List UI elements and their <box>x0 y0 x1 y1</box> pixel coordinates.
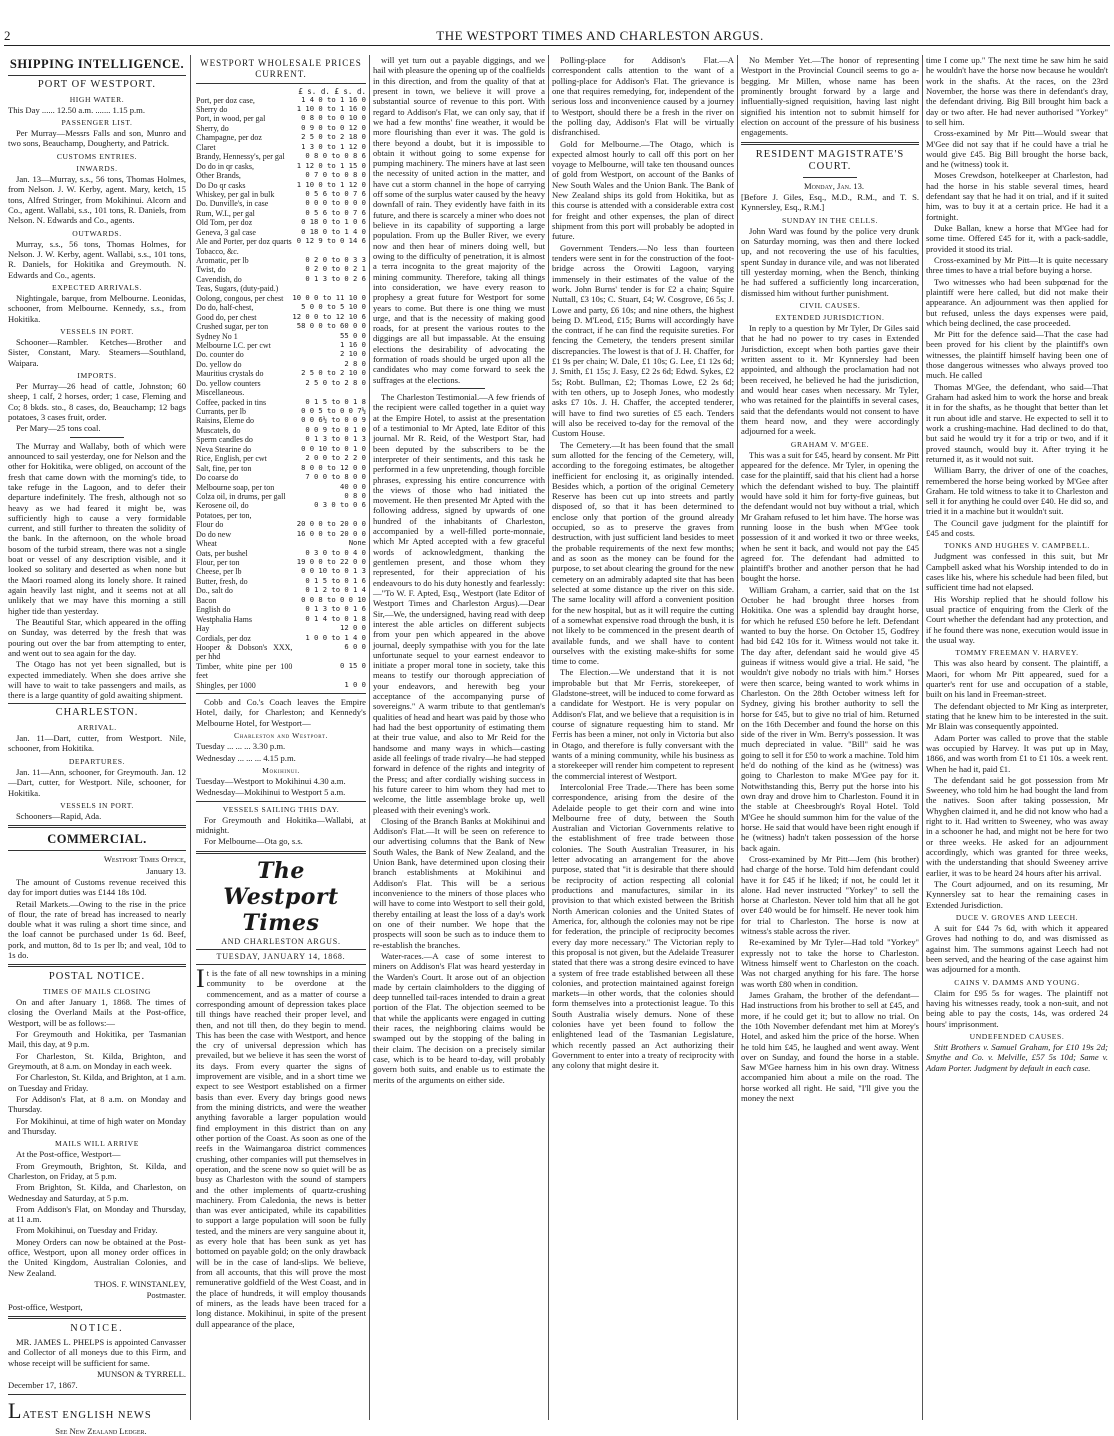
price-value: 5 0 0 to 5 10 0 <box>301 302 366 312</box>
price-value: 0 1 5 to 0 1 6 <box>305 575 366 585</box>
arrive-line: From Mokihinui, on Tuesday and Friday. <box>16 1225 158 1236</box>
price-item: Rice, English, per cwt <box>196 454 267 464</box>
masthead-title: THE WESTPORT TIMES AND CHARLESTON ARGUS. <box>436 28 764 43</box>
coach-time: Tuesday ... ... ... 3.30 p.m. <box>196 741 286 752</box>
price-item: Potatoes, per ton, <box>196 510 252 520</box>
column-rule <box>190 55 191 1420</box>
price-value: 6 0 0 <box>344 641 366 651</box>
rule <box>8 850 186 851</box>
masthead-rule <box>4 45 1110 46</box>
court-paragraph: William Barry, the driver of one of the coaches, remembered the horse being worked by M'Gee after Graham. He told witness to take it to Charleston and sell it for anything he could over £40. He did so, and tried it in a machine but it wouldn't suit. <box>926 465 1108 517</box>
price-row <box>196 681 366 690</box>
price-value: 0 0 8 to 0 0 10 <box>301 594 366 604</box>
court-paragraph: William Graham, a carrier, said that on the 1st October he had brought three horses from Hokitika. One was a splendid bay draught horse, for which he refused £50 before he left. Defendant wanted to buy the horse. On October 15, Godfrey had bid £42 10s for it. Witness would not take it. The day after, defendant said he would give 45 guineas if witness would give a trial. He said, "he wouldn't give nobody no trials with him." Horses were then scarce, being wanted to work whims in Charleston. On the 28th October witness left for Sydney, giving his brother authority to sell the horse for £45, but to give no trial of him. Returned on the 16th December and found the horse on this side of the river in Wm. Berry's possession. It was much depreciated in value. "Bill" said he was going to sell it for £50 to work a machine. Told him he'd do nothing of the kind as he (witness) was going to Charleston to make M'Gee pay for it. Notwithstanding this, Berry put the horse into his own dray and drove him to Charleston. Found it in the stable at Cheesbrough's Royal Hotel. Told M'Gee he should summon him for the value of the horse. He said that would have been right enough if he (witness) hadn't taken possession of the horse back again. <box>741 584 919 853</box>
cells-text: John Ward was found by the police very drunk on Saturday morning, was then and there locked up, and not recovering the use of his faculties, spent Sunday in durance vile, and was not liberated till yesterday morning, when the Bench, thinking he had suffered a sufficiently long incarceration, dismissed him without further punishment. <box>741 225 919 298</box>
price-item: Oats, per bushel <box>196 548 248 558</box>
price-value: 0 9 0 to 0 12 0 <box>301 122 366 132</box>
price-item: Coffee, packed in tins <box>196 397 267 407</box>
page-number: 2 <box>4 28 11 43</box>
price-value: 0 1 4 to 0 1 8 <box>305 613 366 623</box>
price-value: 0 2 0 to 0 3 3 <box>305 255 366 265</box>
rule <box>433 388 485 389</box>
departures-heading: DEPARTURES. <box>68 756 126 766</box>
price-value: 1 4 0 to 1 16 0 <box>301 94 366 104</box>
court-paragraph: The defendant objected to Mr King as interpreter, stating that he knew him to be interested in the suit. Mr Blain was consequently appointed. <box>926 700 1108 732</box>
price-row <box>196 237 366 246</box>
commercial-text: The amount of Customs revenue received this day for import duties was £144 18s 10d. <box>8 876 186 898</box>
price-value: 0 1 2 to 0 1 4 <box>305 585 366 595</box>
column-6 <box>926 55 1108 1422</box>
price-value: 1 3 0 to 1 12 0 <box>301 141 366 151</box>
price-value: 0 8 0 to 0 8 6 <box>305 151 366 161</box>
column-rule <box>922 55 923 1420</box>
price-value: 0 0 10 to 0 1 0 <box>301 443 366 453</box>
rule <box>8 825 186 828</box>
postal-line: For Mokihinui, at time of high water on Monday and Thursday. <box>8 1115 186 1136</box>
postal-heading: POSTAL NOTICE. <box>48 971 146 983</box>
arrive-line: From Brighton, St. Kilda, and Charleston, on Wednesday and Saturday, at 5 p.m. <box>8 1182 186 1203</box>
arrive-line: From Greymouth, Brighton, St. Kilda, and Charleston, on Friday, at 5 p.m. <box>8 1160 186 1181</box>
price-value: 0 0 6½ to 0 0 9 <box>301 415 366 425</box>
court-paragraph: James Graham, the brother of the defendant—Had instructions from his brother to sell at £45, and more, if he could get it; but to allow no trial. On the 10th November defendant met him at Morey's Hotel, and asked him the price of the horse. When he told him £45, he laughed and went away. Went over on Sunday, and found the horse in a stable. Saw M'Gee harness him in his own dray. Witness accompanied him about a mile on the road. The horse worked all right. He said, "I'll give you the money the next <box>741 989 919 1104</box>
water-races-paragraph: Water-races.—A case of some interest to miners on Addison's Flat was heard yesterday in the Warden's Court. It arose out of an objection made by certain claimholders to the digging of deep tunnelled tail-races intended to drain a great portion of the Flat. The objection seemed to be that while the applicants were engaged in cutting their races, the neighboring claims would be swamped out by the stopping of the baling in their claim. The decision on a precisely similar case, which is to be heard to-day, will probably govern both suits, and enable us to estimate the merits of the arguments on either side. <box>373 950 545 1085</box>
postmaster-signature: THOS. F. WINSTANLEY, <box>94 1279 186 1290</box>
rule <box>741 142 919 145</box>
expected-heading: EXPECTED ARRIVALS. <box>52 282 142 292</box>
price-item: Do do new <box>196 529 232 539</box>
commercial-office: Westport Times Office, <box>103 854 186 865</box>
price-value: 20 0 0 to 20 0 0 <box>296 519 366 529</box>
leader-paragraph: It is the fate of all new townships in a mining community to be overdone at the commencement, and as a matter of course a corresponding amount of depression takes place till things have reached their proper level, and then, and not till then, do they begin to mend. This has been the case with Westport, and hence the cry of universal depression which has prevailed, but we believe it has seen the worst of its days. From every quarter the signs of improvement are visible, and in a short time we expect to see Westport established on a firmer basis than ever. Every day brings good news from the mining districts, and were the weather anything favorable a larger population would find employment in this district than on any other portion of the Coast. As soon as one of the reefs in the Waimangaroa district commences crushing, other companies will put themselves in operation, and the scene now so quiet will be as busy as Charleston with the sound of stampers and the other implements of quartz-crushing machinery. From Caledonia, the news is better than was ever anticipated, while its capabilities to support a large population will soon be fully tested, and the miners are very sanguine about it, as every hole that has been sunk as yet has bottomed on payable gold; on the only drawback will be in the case of land-slips. We believe, from all accounts, that this will prove the most remunerative goldfield of the West Coast, and in the place of hundreds, it will employ thousands of miners, as the leads have been traced for a long distance. Mokihinui, in spite of the present dull appearance of the place, <box>196 963 366 1329</box>
court-paragraph: Cross-examined by Mr Pitt—Jem (his brother) had charge of the horse. Told him defendant could have it for £45 if he liked; if not, he could let it alone. Had never instructed "Yorkey" to sell the horse at Charleston. Never told him that all he got over £40 would be for himself. He never took him for trial to Charleston. The horse is now at witness's stable across the river. <box>741 853 919 937</box>
price-item: Hay <box>196 624 210 634</box>
price-item: Tobacco, &c. <box>196 246 239 256</box>
price-value: 0 0 10 to 0 1 3 <box>301 566 366 576</box>
inwards-heading: INWARDS. <box>76 163 118 173</box>
customs-heading: CUSTOMS ENTRIES. <box>56 151 138 161</box>
case-heading: CAINS V. DAMMS AND YOUNG. <box>954 977 1080 987</box>
price-value: 1 0 0 <box>344 679 366 689</box>
price-row <box>196 379 366 388</box>
postal-intro: On and after January 1, 1868. The times of closing the Overland Mails at the Post-office, Westport, will be as follows:— <box>8 997 186 1028</box>
price-value: 7 0 0 to 8 0 0 <box>305 472 366 482</box>
price-item: Colza oil, in drums, per gall <box>196 491 286 501</box>
charleston-heading: CHARLESTON. <box>55 707 139 719</box>
price-item: Brandy, Hennessy's, per gal <box>196 152 285 162</box>
price-item: Flour do <box>196 520 224 530</box>
column-4 <box>552 55 734 1422</box>
price-item: Do., salt do <box>196 586 233 596</box>
price-item: Do. yellow do <box>196 359 242 369</box>
price-row <box>196 350 366 359</box>
price-item: Do Do qr casks <box>196 180 246 190</box>
postal-line: For Addison's Flat, at 8 a.m. on Monday and Thursday. <box>8 1093 186 1115</box>
price-row <box>196 501 366 510</box>
price-item: Westphalia Hams <box>196 614 253 624</box>
price-value: 0 5 6 to 0 7 6 <box>305 188 366 198</box>
vessels-sailing-line: For Greymouth and Hokitika—Wallabi, at midnight. <box>196 814 366 835</box>
price-value: 0 1 3 to 0 1 6 <box>305 604 366 614</box>
case-heading: UNDEFENDED CAUSES. <box>969 1031 1065 1041</box>
price-item: Kerosene oil, do <box>196 501 249 511</box>
court-paragraph: Two witnesses who had been subpœnad for the plaintiff were here called, but did not make their appearance. An adjournment was then applied for but refused, unless the days expenses were paid, which being declined, the case proceeded. <box>926 276 1108 328</box>
price-table <box>196 96 366 691</box>
price-item: Timber, white pine per 100 feet <box>196 661 293 681</box>
price-row <box>196 643 366 662</box>
news-paragraph: Intercolonial Free Trade.—There has been some correspondence, arising from the desire of the Adelaide people to get their corn and wine into Melbourne free of duty, between the South Australian and Victorian Governments relative to the establishment of free trade between those colonies. The South Australian Treasurer, in his letter advocating an arrangement for the above purpose, stated that "it is desirable that there should be reciprocity of action respecting all colonial productions and manufactures, similar in its provision to that which existed between the British North American colonies and the United States of America, for, although the colonies may not be ripe for federation, the principle of reciprocity becomes every day more necessary." The Victorian reply to this proposal is not given, but the Adelaide Treasurer stated that there was a strong desire evinced to have a system of free trade established between all these colonies, and protection maintained against foreign markets—in other words, that the colonies should form themselves into a protectionist league. To this South Australia wisely demurs. None of these colonies have yet been found to follow the enlightened lead of the Tasmanian Legislature, which recently passed an Act authorizing their Government to enter into a treaty of reciprocity with any colony that might desire it. <box>552 781 734 1071</box>
price-item: Old Tom, per doz <box>196 218 253 228</box>
passenger-text: Per Murray—Messrs Falls and son, Munro and two sons, Beauchamp, Dougherty, and Patrick. <box>8 128 186 149</box>
banks-paragraph: Closing of the Branch Banks at Mokihinui and Addison's Flat.—It will be seen on reference to our advertising columns that the Bank of New South Wales, the Bank of New Zealand, and the Union Bank, have determined upon closing their branch establishments at Mokihinui and Addison's Flat. This will be a serious inconvenience to the miners of those places who will have to come into Westport to sell their gold, thereby entailing at least the loss of a day's work on one of their number. We hope that the prospects will soon be such as to induce them to re-establish the branches. <box>373 815 545 950</box>
issue-date: TUESDAY, JANUARY 14, 1868. <box>196 949 366 965</box>
court-heading: RESIDENT MAGISTRATE'S COURT. <box>755 148 905 173</box>
price-value: 1 0 0 to 1 4 0 <box>305 632 366 642</box>
price-item: Aromatic, per lb <box>196 256 249 266</box>
latest-news-title: ATEST ENGLISH NEWS <box>22 1409 152 1421</box>
coach-time: Wednesday—Mokihinui to Westport 5 a.m. <box>196 787 346 798</box>
latest-news-heading <box>8 1398 186 1424</box>
price-item: Teas, Sugars, (duty-paid.) <box>196 284 279 294</box>
price-item: Cheese, per lb <box>196 567 242 577</box>
price-item: Do. yellow counters <box>196 378 261 388</box>
money-orders-text: Money Orders can now be obtained at the Post-office, Westport, upon all money order offices in the United Kingdom, Australian Colonies, and New Zealand. <box>8 1236 186 1278</box>
price-item: Rum, W.I., per gal <box>196 208 255 218</box>
price-value: 2 10 0 <box>340 349 366 359</box>
price-value: 0 15 0 <box>340 660 366 670</box>
price-value: 2 5 0 to 2 18 0 <box>301 132 366 142</box>
rule <box>196 851 366 854</box>
price-value: 0 3 0 to 0 6 <box>314 500 366 510</box>
case-heading: GRAHAM V. M'GEE. <box>790 439 870 449</box>
vessels-sailing-line: For Melbourne—Ota go, s.s. <box>204 836 303 847</box>
commercial-date: January 13. <box>146 865 186 876</box>
outwards-heading: OUTWARDS. <box>72 228 122 238</box>
rule <box>70 437 123 438</box>
postal-line: For Greymouth and Hokitika, per Tasmanian Mail, this day, at 9 p.m. <box>8 1029 186 1050</box>
shipping-paragraph: The Otago has not yet been signalled, but is expected immediately. When she does arrive she will have to wait to take passengers and mails, as there is a large quantity of gold awaiting shipment. <box>8 659 186 701</box>
price-value: 1 12 0 to 1 15 0 <box>296 160 366 170</box>
cells-heading: SUNDAY IN THE CELLS. <box>781 215 879 225</box>
price-item: Do. counter do <box>196 350 244 360</box>
price-row <box>196 275 366 284</box>
price-item: Sherry, do <box>196 123 229 133</box>
price-value: 1 16 0 <box>340 339 366 349</box>
news-paragraph: No Member Yet.—The honor of representing Westport in the Provincial Council seems to go a-begging. Mr Millen, whose name has been prominently brought forward by a large and influentially-signed requisition, having last night signified his intention not to submit himself for election on account of the pressure of his business engagements. <box>741 55 919 138</box>
rule <box>8 703 186 704</box>
court-paragraph: The defendant said he got possession from Mr Sweeney, who told him he had bought the land from the natives. Soon after taking possession, Mr Whyghen claimed it, and he did not know who had a right to it. Had written to Sweeney, who was away in a schooner he had, and might not be here for two or three weeks. He asked for an adjournment accordingly, which was granted for three weeks, with the understanding that should Sweeney arrive earlier, it was to be heard 24 hours after his arrival. <box>926 774 1108 878</box>
price-value: 40 0 0 <box>340 481 366 491</box>
price-value: 0 1 3 to 0 1 3 <box>305 434 366 444</box>
price-item: Melbourne I.C. per cwt <box>196 340 271 350</box>
price-value: 0 0 0 to 0 0 0 <box>305 198 366 208</box>
price-value: 0 7 0 to 0 8 0 <box>305 170 366 180</box>
court-paragraph: Duke Ballan, knew a horse that M'Gee had for some time. Offered £45 for it, with a pack-saddle, provided it stood its trial. <box>926 223 1108 254</box>
price-item: Cavendish, do <box>196 274 242 284</box>
price-item: Melbourne soap, per ton <box>196 482 275 492</box>
court-paragraph: Moses Crewdson, hotelkeeper at Charleston, had had the horse in his stable several times, heard defendant say that he had it on trial, and if it suited him, was to buy it at a certain price. He had it a fortnight. <box>926 170 1108 222</box>
price-value: 55 0 0 <box>340 330 366 340</box>
price-value: 0 18 0 to 1 4 0 <box>301 226 366 236</box>
latest-news-initial: L <box>8 1397 23 1423</box>
rule <box>8 1316 186 1319</box>
coach-route: Mokihinui. <box>262 765 300 775</box>
testimonial-paragraph: The Charleston Testimonial.—A few friends of the recipient were called together in a quiet way at the Empire Hotel, to assist at the presentation of a testimonial to Mr Apted, late Editor of this journal. Mr R. Reid, of the Westport Star, had been deputed by the subscribers to be the interpreter of their sentiments, and this task he performed in a few unpretending, though forcible phrases, expressing his entire concurrence with the views of those who had initiated the movement. He then presented Mr Apted with the following address, signed by upwards of one hundred of the inhabitants of Charleston, accompanied by a well-filled porte-monnaie, which Mr Apted accepted with a few graceful words of acknowledgment, thanking the gentlemen present, and those whom they represented, for their appreciation of his endeavours to do his duty honestly and fearlessly:—"To W. F. Apted, Esq., Westport (late Editor of Westport Times and Charleston Argus).—Dear Sir,—We, the undersigned, having read with deep interest the able articles on different subjects from your pen which appeared in the above journal, deeply sympathise with you for the late unfortunate sequel to your earnest endeavor to initiate a proper moral tone in society, take this means to testify our thorough appreciation of your endeavors, and herewith beg your acceptance of the accompanying purse of sovereigns." A warm tribute to that gentleman's qualities of head and heart was paid by those who had had the best opportunity of estimating them at their true value, and also to Mr Reid for the handsome and many ways in which—casting aside all feelings of trade rivalry—he had stepped forward in defence of the rights and integrity of the Press; and after cordially wishing success in his future career to him whom they had met to welcome, the little assemblage broke up, well pleased with their evening's work. <box>373 392 545 815</box>
court-paragraph: time I come up." The next time he saw him he said he wouldn't have the horse now because he wouldn't work in the shafts. At the races, on the 23rd November, the horse was there in defendant's dray, the defendant driving. Big Bill brought him back a day or two after. He had never authorised "Yorkey" to sell him. <box>926 55 1108 127</box>
passenger-heading: PASSENGER LIST. <box>61 118 133 128</box>
price-value: 2 0 0 to 2 2 0 <box>305 453 366 463</box>
news-paragraph: Gold for Melbourne.—The Otago, which is expected almost hourly to call off this port on her voyage to Melbourne, will take ten thousand ounces of gold from Westport, on account of the Banks of New South Wales and the Union Bank. The Bank of New Zealand ships its gold from Hokitika, but as this course is attended with a considerable extra cost for freight and other expenses, the plan of direct shipment from this port will probably be adopted in future. <box>552 138 734 242</box>
news-paragraph: Polling-place for Addison's Flat.—A correspondent calls attention to the want of a polling-place for Addison's Flat. The grievance is one that requires remedying, for, independent of the serious loss and inconvenience caused by a journey to Westport, should there be a fresh in the river on the polling day, Addison's Flat will be virtually disfranchised. <box>552 55 734 138</box>
price-item: Neva Stearine do <box>196 444 252 454</box>
imports-heading: IMPORTS. <box>77 370 117 380</box>
mails-arrive-heading: MAILS WILL ARRIVE <box>54 1139 140 1149</box>
postal-line: For Charleston, St. Kilda, and Brighton, at 1 a.m. on Tuesday and Friday. <box>8 1072 186 1093</box>
price-item: Twist, do <box>196 265 226 275</box>
outwards-text: Murray, s.s., 56 tons, Thomas Holmes, for Nelson. J. W. Kerby, agent. Wallabi, s.s., 101 tons, R. Daniels, for Hokitika and Greymouth. N. Edwards and Co., agents. <box>8 238 186 280</box>
prices-heading: WESTPORT WHOLESALE PRICES CURRENT. <box>200 58 362 79</box>
price-item: Mauritius crystals do <box>196 369 264 379</box>
coach-text: Cobb and Co.'s Coach leaves the Empire Hotel, daily, for Charleston; and Kennedy's Melbourne Hotel, for Westport— <box>196 697 366 728</box>
commercial-heading: COMMERCIAL. <box>47 832 147 847</box>
price-value: 12 0 0 to 12 10 6 <box>292 311 366 321</box>
court-paragraph: Adam Porter was called to prove that the stable was occupied by Harvey. It was put up in May, 1866, and was worth from £1 to £1 10s. a week rent. When he had it, paid £1. <box>926 732 1108 774</box>
price-value: 0 2 0 to 0 2 1 <box>305 264 366 274</box>
notice-date: December 17, 1867. <box>8 1380 78 1391</box>
price-value: 2 8 0 <box>344 358 366 368</box>
price-item: Shingles, per 1000 <box>196 680 256 690</box>
price-item: Muscatels, do <box>196 425 241 435</box>
column-1 <box>8 55 186 1436</box>
leader-paragraph: will yet turn out a payable diggings, and we hail with pleasure the opening up of the coalfields in this direction, and from the quality of that at present in town, we believe it will prove a substantial source of revenue to this port. With regard to Addison's Flat, we can only say, that if we had a few months' fine weather, it would be more flourishing than ever it was. The gold is there beyond a doubt, but it is impossible to obtain it without going to some expense for pumping machinery. The miners have at last seen the necessity of united action in the matter, and have cut a storm channel in the hope of carrying off some of the surplus water caused by the heavy downfall of rain. They evidently have faith in its future, and there is scarcely a miner who does not believe in its capability of supporting a large population. From up the Buller River, we every now and then hear of miners doing well, but owing to the difficulty of penetration, it is almost a terra incognita to the great majority of the mining community. Therefore, taking all things into consideration, we have every reason to prophesy a great future for Westport for some years to come. But there is one thing we must urge, and that is the necessity of making good roads, for at present the various routes to the diggings are all but impassable. At the ensuing elections the desirability of advocating the formation of roads should be urged upon all the candidates who may come forward to seek the suffrages at the elections. <box>373 55 545 385</box>
civil-heading: CIVIL CAUSES. <box>799 300 861 310</box>
latest-news-text: See New Zealand Ledger. <box>55 1425 147 1436</box>
price-item: Flour, per ton <box>196 558 240 568</box>
price-item: English do <box>196 605 231 615</box>
coach-time: Wednesday ... ... ... 4.15 p.m. <box>196 752 296 763</box>
price-item: Salt, fine, per ton <box>196 463 252 473</box>
commercial-text: Retail Markets.—Owing to the rise in the price of flour, the rate of bread has increased to nearly double what it was ruling a short time since, and the loaf cannot be purchased under 1s 6d. Beef, pork, and mutton, 8d to 1s per lb; and veal, 10d to 1s do. <box>8 898 186 961</box>
court-paragraph: Claim for £95 5s for wages. The plaintiff not having his witnesses ready, took a non-suit, and not being able to pay the costs, 14s, was ordered 24 hours' imprisonment. <box>926 987 1108 1029</box>
price-item: Butter, fresh, do <box>196 576 248 586</box>
price-row <box>196 634 366 643</box>
coach-time: Tuesday—Westport to Mokihinui 4.30 a.m. <box>196 775 346 786</box>
court-paragraph: His Worship replied that he should follow his usual practice of enquiring from the Clerk of the Court whether the defendant had any protection, and if he found there was none, execution would issue in the usual way. <box>926 593 1108 645</box>
inwards-text: Jan. 13—Murray, s.s., 56 tons, Thomas Holmes, from Nelson. J. W. Kerby, agent. Mary, ketch, 15 tons, Alfred Stringer, from Mokihinui. Alcorn and Co., agent. Wallabi, s.s., 101 tons, R. Daniels, from Nelson. N. Edwards and Co., agents. <box>8 173 186 226</box>
price-item: Champagne, per doz <box>196 133 262 143</box>
court-paragraph: Thomas M'Gee, the defendant, who said—That Graham had asked him to work the horse and break it in for the shafts, as he thought that better than let it run about idle and starve. He expected to sell it to work a crushing-machine. Had declined to do that, but said he would try it for a trip or two, and if it proved staunch, would buy it. After trying it he returned it, as it would not suit. <box>926 381 1108 464</box>
court-paragraph: Mr Pitt for the defence said—That the case had been proved for his client by the plaintiff's own witnesses, the plaintiff himself having been one of those dangerous witnesses who always proved too much. He called <box>926 329 1108 381</box>
court-paragraph: Stitt Brothers v. Samuel Graham, for £10 19s 2d; Smythe and Co. v. Melville, £57 5s 10d; Same v. Adam Porter. Judgment by default in each case. <box>926 1042 1108 1073</box>
price-value: 12 0 0 <box>340 623 366 633</box>
price-item: Miscellaneous. <box>196 388 245 398</box>
newspaper-nameplate: The Westport Times <box>223 857 339 937</box>
price-value: 0 18 0 to 1 0 6 <box>301 217 366 227</box>
column-rule <box>548 55 549 1420</box>
price-item: Do. Dunville's, in case <box>196 199 269 209</box>
court-paragraph: This was a suit for £45, heard by consent. Mr Pitt appeared for the defence. Mr Tyler, in opening the case for the plaintiff, said that his client had a horse which the defendant wished to buy. The plaintiff would have sold it him for forty-five guineas, but the defendant would not buy without a trial, which Mr Graham refused to let him have. The horse was running loose in the bush when M'Gee took possession of it and worked it two or three weeks, when he sent it back, and would not pay the £45 agreed for. The defendant had admitted to plaintiff's brother and another person that he had bought the horse. <box>741 449 919 584</box>
price-value: 19 0 0 to 22 0 0 <box>296 557 366 567</box>
price-item: Good do, per chest <box>196 312 257 322</box>
price-value: 16 0 0 to 20 0 0 <box>296 528 366 538</box>
extended-heading: EXTENDED JURISDICTION. <box>775 313 885 323</box>
price-value: 0 3 0 to 0 4 0 <box>305 547 366 557</box>
price-value: 0 1 3 to 0 2 6 <box>305 273 366 283</box>
vessels-heading: VESSELS IN PORT. <box>60 326 134 336</box>
prices-column-header: £ s. d. £ s. d. <box>298 86 366 96</box>
news-paragraph: Government Tenders.—No less than fourteen tenders were sent in for the construction of the foot-bridge across the Orowiti Lagoon, varying immensely in their estimates of the value of the work. John Burns' tender is for £2 a chain; Squire Nuttall, £3 10s; C. Stuart, £4; W. Cosgrove, £6 5s; J. Lowe and party, £6 10s; and nine others, the highest being D. M'Leod, £15; Burns will accordingly have the contract, if he can find the requisite sureties. For fencing the Cemetery, the tenders present similar discrepancies. The lowest is that of J. H. Chaffer, for £1 9s per chain; W. Dale, £1 10s; G. Lee, £1 12s 6d; J. Smith, £1 15s; J. Easy, £2 2s 6d; Edwd. Sykes, £2 5s; Robt. Bullman, £2; Thomas Lowe, £2 2s 6d; with ten others, up to Joseph Jones, who modestly asks £7 10s. J. H. Chaffer, the accepted tenderer, will have to find two sureties of £5 each. Tenders will also be received to-day for the removal of the Custom House. <box>552 242 734 439</box>
rule <box>196 83 366 84</box>
notice-text: MR. JAMES L. PHELPS is appointed Canvasser and Collector of all moneys due to this Firm, and whose receipt will be sufficient for same. <box>8 1336 186 1368</box>
price-item: Sydney No 1 <box>196 331 238 341</box>
column-rule <box>369 55 370 1420</box>
court-paragraph: The Court adjourned, and on its resuming, Mr Kynnersley sat to hear the remaining cases in Extended Jurisdiction. <box>926 878 1108 910</box>
price-item: Port, per doz case, <box>196 95 255 105</box>
charleston-vessels-text: Schooners—Rapid, Ada. <box>16 810 102 821</box>
arrival-heading: ARRIVAL. <box>77 723 117 733</box>
arrive-line: From Addison's Flat, on Monday and Thursday, at 11 a.m. <box>8 1203 186 1225</box>
rule <box>196 801 366 802</box>
price-value: 2 5 0 to 2 10 0 <box>301 368 366 378</box>
price-value: 0 5 6 to 0 7 6 <box>305 207 366 217</box>
price-item: Cordials, per doz <box>196 633 251 643</box>
price-item: Whiskey, per gal in bulk <box>196 189 275 199</box>
high-water-times: This Day ...... 12.50 a.m. ....... 1.15 p.m. <box>8 104 146 115</box>
departures-text: Jan. 11—Ann, schooner, for Greymouth. Jan. 12—Dart, cutter, for Westport. Nile, schooner, for Hokitika. <box>8 766 186 798</box>
postal-line: For Charleston, St. Kilda, Brighton, and Greymouth, at 8 a.m. on Monday in each week. <box>8 1050 186 1071</box>
column-rule <box>737 55 738 1420</box>
court-paragraph: This was also heard by consent. The plaintiff, a Maori, for whom Mr Pitt appeared, sued for a quarter's rent for use and occupation of a stable, built on his land in Freeman-street. <box>926 658 1108 700</box>
price-value: 10 0 0 to 11 10 0 <box>292 292 366 302</box>
price-item: Ale and Porter, per doz quarts <box>196 237 292 247</box>
mails-closing-heading: TIMES OF MAILS CLOSING <box>43 986 151 996</box>
arrive-intro: At the Post-office, Westport— <box>16 1149 121 1160</box>
court-paragraph: Re-examined by Mr Tyler—Had told "Yorkey" expressly not to take the horse to Charleston. Witness himself went to Charleston on the coach. Was not charged anything for his fare. The horse was worth £80 when in condition. <box>741 937 919 989</box>
vessels-text: Schooner—Rambler. Ketches—Brother and Sister, Constant, Mary. Steamers—Southland, Waipara. <box>8 337 186 368</box>
price-value: 0 8 0 <box>344 490 366 500</box>
court-paragraph: Judgment was confessed in this suit, but Mr Campbell asked what his Worship intended to do in cases like his, where his schedule had been filed, but sufficient time had not elapsed. <box>926 551 1108 593</box>
mary-import-text: Per Mary—25 tons coal. <box>16 423 101 434</box>
court-date: Monday, Jan. 13. <box>803 180 865 191</box>
price-item: Crushed sugar, per ton <box>196 322 269 332</box>
price-item: Currants, per lb <box>196 407 246 417</box>
vessels-sailing-heading: VESSELS SAILING THIS DAY. <box>222 804 340 814</box>
price-item: Oolong, congous, per chest <box>196 293 284 303</box>
post-office-name: Post-office, Westport, <box>8 1301 83 1312</box>
column-5 <box>741 55 919 1422</box>
shipping-paragraph: The Murray and Wallaby, both of which were announced to sail yesterday, one for Nelson and the other for Hokitika, were obliged, on account of the fresh that came down with the morning's tide, to take refuge in the Lagoon, and to defer their departure indefinitely. The fresh, although not so heavy as we had feared it might be, was sufficiently high to cause a very formidable current, and still further to threaten the solidity of the bank. In the afternoon, on the whole broad bosom of the turbid stream, there was not a single boat or vessel of any description visible, and it looked so solitary and deserted as when none but the Maori roamed along its lonely shore. It rained again heavily last night, and it seems not at all unlikely that we may have this morning a still higher tide than yesterday. <box>8 440 186 616</box>
court-paragraph: The Council gave judgment for the plaintiff for £45 and costs. <box>926 517 1108 539</box>
price-item: Port, in wood, per gal <box>196 114 266 124</box>
court-paragraph: In reply to a question by Mr Tyler, Dr Giles said that he had no power to try cases in Extended Jurisdiction, except when both parties gave their written assent to it. Mr Kynnersley had been appointed, and although the proclamation had not been received, he believed he had the jurisdiction, and would hear cases when necessary. Mr Tyler, who was retained for the plaintiffs in several cases, said that the defendants would not consent to have them heard now, and they were accordingly adjourned for a week. <box>741 323 919 437</box>
case-heading: DUCE V. GROVES AND LEECH. <box>955 912 1079 922</box>
price-item: Other Brands, <box>196 171 241 181</box>
price-item: Do do in qr casks, <box>196 161 254 171</box>
postmaster-role: Postmaster. <box>146 1290 186 1301</box>
price-value: 58 0 0 to 60 0 0 <box>296 321 366 331</box>
nameplate-subtitle: AND CHARLESTON ARGUS. <box>221 936 341 946</box>
price-item: Raisins, Eleme do <box>196 416 254 426</box>
court-bench: [Before J. Giles, Esq., M.D., R.M., and T. S. Kynnersley, Esq., R.M.] <box>741 192 919 213</box>
rule <box>8 75 186 76</box>
shipping-paragraph: The Beautiful Star, which appeared in the offing on Sunday, was deterred by the fresh that was pouring out over the bar from attempting to enter, and went out to sea again for the day. <box>8 616 186 658</box>
price-row <box>196 530 366 539</box>
price-item: Claret <box>196 142 216 152</box>
price-value: 0 12 9 to 0 14 6 <box>296 236 366 246</box>
price-value: 8 0 0 to 12 0 0 <box>301 462 366 472</box>
price-row <box>196 483 366 492</box>
rule <box>8 1394 186 1395</box>
price-item: Do coarse do <box>196 473 239 483</box>
imports-text: Per Murray—26 head of cattle, Johnston; 60 sheep, 1 calf, 2 horses, order; 1 case, Fleming and Co; 8 bkds. sto., 8 cases, do, Beauchamp; 12 bags potatoes, 3 cases fruit, order. <box>8 381 186 423</box>
price-item: Sherry do <box>196 105 228 115</box>
court-paragraph: A suit for £44 7s 6d, with which it appeared Groves had nothing to do, and was dismissed as against him. The summons against Leech had not been served, and the hearing of the case against him was adjourned for a month. <box>926 923 1108 975</box>
price-item: Bacon <box>196 595 217 605</box>
court-paragraph: Cross-examined by Mr Pitt—It is quite necessary three times to have a trial before buying a horse. <box>926 254 1108 276</box>
price-value: 0 0 9 to 0 1 0 <box>305 424 366 434</box>
price-item: Hooper & Dobson's XXX, per hhd <box>196 642 293 662</box>
case-heading: TOMMY FREEMAN V. HARVEY. <box>955 648 1079 658</box>
price-value: 0 8 0 to 0 10 0 <box>301 113 366 123</box>
price-value: None <box>348 538 366 548</box>
rule <box>8 964 186 967</box>
port-heading: PORT OF WESTPORT. <box>37 79 157 90</box>
court-paragraph: Cross-examined by Mr Pitt—Would swear that M'Gee did not say that if he could have a trial he would give £45. Big Bill brought the horse back, and he (witness) took it. <box>926 128 1108 170</box>
news-paragraph: The Cemetery.—It has been found that the small sum allotted for the fencing of the Cemetery, will, according to the foregoing estimates, be altogether inefficient for enclosing it, as originally intended. Besides which, a portion of the original Cemetery Reserve has been cut up into streets and partly disposed of, so that it has been determined to enclose only that portion of the ground already occupied, so as to preserve the graves from destruction, with just sufficient land besides to meet the probable requirements of the next few months; and as soon as the money can be found for the purpose, to set about clearing the ground for the new cemetery on an admirably adapted site that has been selected at some distance up the river on this side. The same locality will afford a convenient position for the new hospital, but as it will require the cutting of a somewhat expensive road through the bush, it is not likely to be commenced in the present dearth of available funds, and we shall have to content ourselves with the existing make-shifts for some time to come. <box>552 439 734 667</box>
column-2 <box>196 55 366 1422</box>
rule <box>196 693 366 694</box>
column-3 <box>373 55 545 1422</box>
price-value: 1 10 0 to 1 12 0 <box>296 179 366 189</box>
notice-firm: MUNSON & TYRRELL. <box>97 1368 186 1379</box>
masthead <box>0 28 1114 50</box>
case-heading: TONKS AND HUGHES V. CAMPBELL. <box>944 541 1090 551</box>
price-row <box>196 662 366 681</box>
price-item: Wheat <box>196 539 217 549</box>
rule <box>803 177 856 178</box>
price-item: Do do, half-chest, <box>196 303 254 313</box>
shipping-heading: SHIPPING INTELLIGENCE. <box>9 57 185 71</box>
high-water-heading: HIGH WATER. <box>69 94 125 104</box>
arrival-text: Jan. 11—Dart, cutter, from Westport. Nile, schooner, from Hokitika. <box>8 733 186 754</box>
expected-text: Nightingale, barque, from Melbourne. Leonidas, schooner, from Melbourne. Kennedy, s.s., from Hokitika. <box>8 293 186 324</box>
news-paragraph: The Election.—We understand that it is not improbable but that Mr Ferris, storekeeper, of Gladstone-street, will be induced to come forward as a candidate for Westport. He is very popular on Addison's Flat, and we believe that a requisition is in course of signature requesting him to stand. Mr Ferris has been a miner, not only in Victoria but also in Otago, and therefore is fully conversant with the wants of a mining community, while his business as a storekeeper will render him competent to represent the commercial interest of Westport. <box>552 667 734 781</box>
price-value: 0 0 5 to 0 0 7½ <box>301 406 366 416</box>
coach-route: Charleston and Westport. <box>233 731 329 741</box>
price-item: Geneva, 3 gal case <box>196 227 256 237</box>
price-item: Sperm candles do <box>196 435 253 445</box>
price-value: 2 5 0 to 2 8 0 <box>305 377 366 387</box>
price-value: 1 10 0 to 1 16 0 <box>296 104 366 114</box>
price-value: 0 1 5 to 0 1 8 <box>305 396 366 406</box>
charleston-vessels-heading: VESSELS IN PORT. <box>60 800 134 810</box>
notice-heading: NOTICE. <box>70 1322 124 1334</box>
